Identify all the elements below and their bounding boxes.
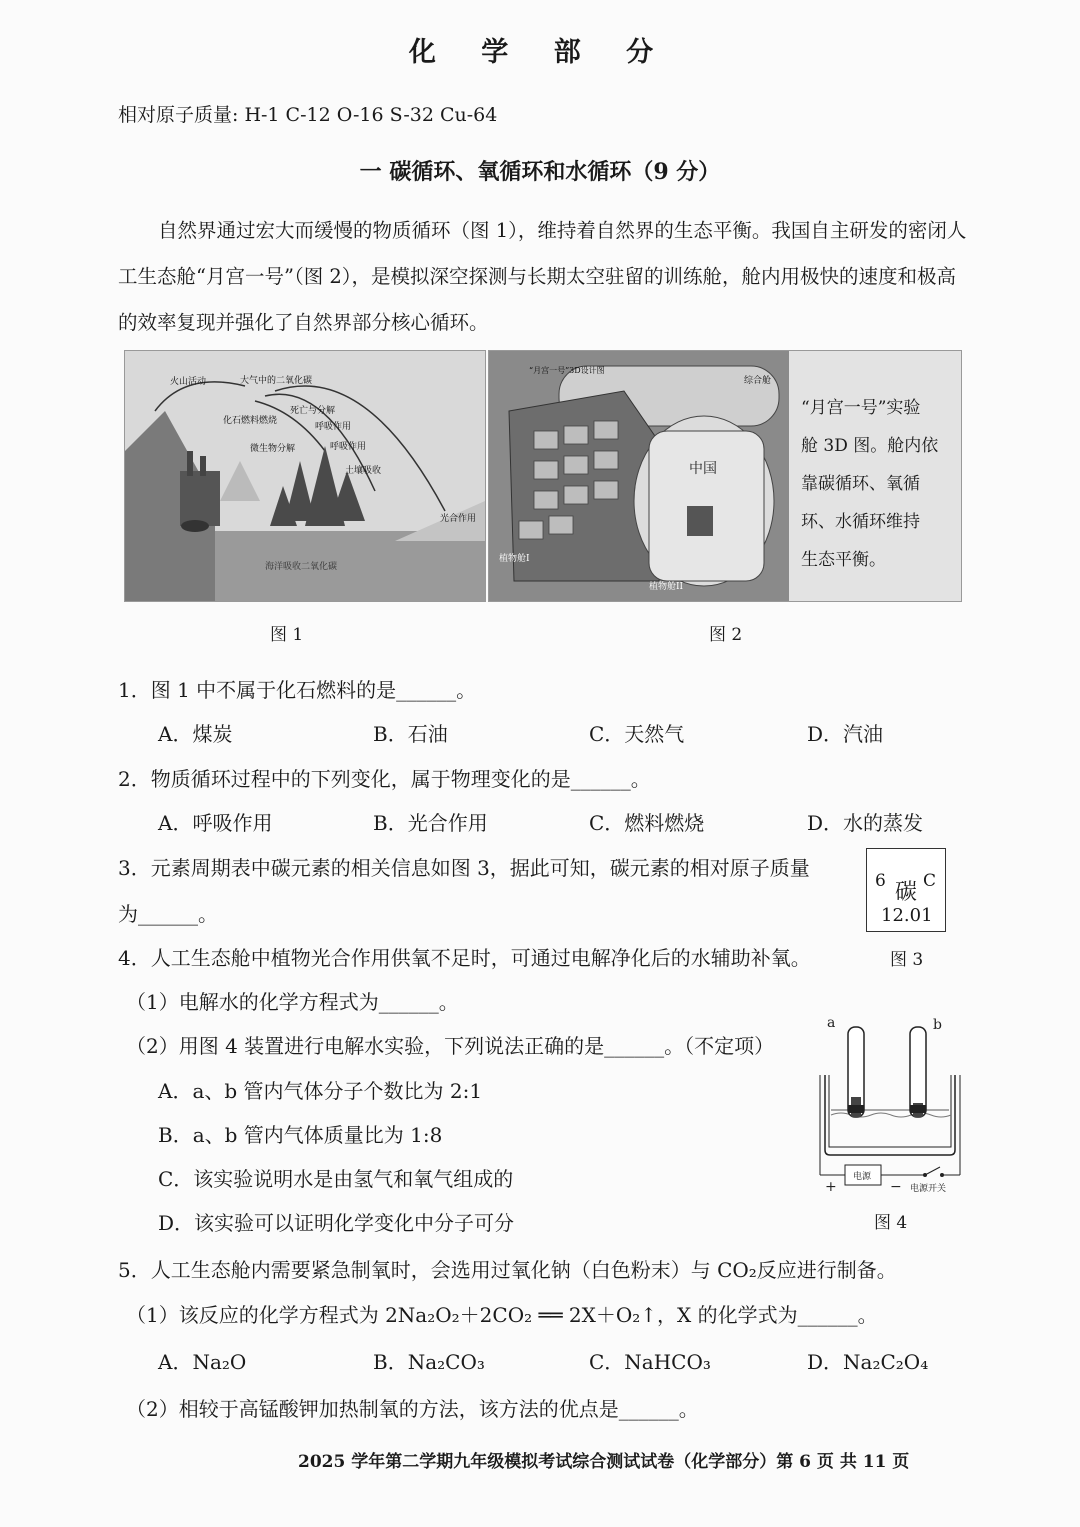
element-name: 碳 (895, 880, 918, 905)
fig4-switch: 电源开关 (910, 1184, 947, 1194)
fig4-label-a: a (827, 1015, 836, 1031)
figure-1-carbon-cycle (124, 350, 486, 602)
figure-2-lunar-palace (488, 350, 962, 602)
q4-stem: 4．人工生态舱中植物光合作用供氧不足时，可通过电解净化后的水辅助补氧。 (118, 946, 811, 970)
fig1-label-resp2: 呼吸作用 (330, 442, 367, 452)
q2-option-b: B．光合作用 (373, 811, 488, 835)
fig2-desc-3: 靠碳循环、氧循 (801, 474, 920, 494)
q4-option-a: A．a、b 管内气体分子个数比为 2:1 (158, 1079, 483, 1103)
q4-sub2: （2）用图 4 装置进行电解水实验，下列说法正确的是______。（不定项） (126, 1034, 775, 1058)
fig1-label-volcano: 火山活动 (170, 377, 207, 387)
fig4-plus: + (825, 1179, 837, 1195)
fig1-label-micro: 微生物分解 (250, 444, 296, 454)
fig2-label-module: 综合舱 (744, 376, 772, 386)
q5-option-a: A．Na₂O (158, 1350, 247, 1374)
fig2-desc-2: 舱 3D 图。舱内依 (801, 436, 939, 456)
q1-option-d: D．汽油 (807, 722, 884, 746)
q4-sub1: （1）电解水的化学方程式为______。 (126, 990, 459, 1014)
q5-stem: 5．人工生态舱内需要紧急制氧时，会选用过氧化钠（白色粉末）与 CO₂反应进行制备。 (118, 1258, 897, 1282)
fig2-label-top: “月宫一号”3D设计图 (529, 366, 605, 375)
element-atomic-mass: 12.01 (881, 905, 933, 926)
q1-option-c: C．天然气 (589, 722, 685, 746)
fig2-desc-5: 生态平衡。 (801, 550, 886, 570)
fig1-label-fossil: 化石燃料燃烧 (223, 416, 278, 426)
fig1-label-photo: 光合作用 (440, 514, 477, 524)
q1-option-a: A．煤炭 (158, 722, 233, 746)
q4-option-b: B．a、b 管内气体质量比为 1:8 (158, 1123, 443, 1147)
fig2-desc-1: “月宫一号”实验 (801, 398, 921, 418)
q2-option-c: C．燃料燃烧 (589, 811, 705, 835)
q2-option-a: A．呼吸作用 (158, 811, 273, 835)
page-title: 化 学 部 分 (408, 37, 672, 68)
figure-2-caption: 图 2 (709, 625, 743, 645)
lunar-palace-illustration (489, 351, 789, 601)
carbon-cycle-illustration (125, 351, 485, 601)
q4-option-c: C．该实验说明水是由氢气和氧气组成的 (158, 1167, 514, 1191)
fig1-label-atmo: 大气中的二氧化碳 (240, 376, 313, 386)
q1-stem: 1．图 1 中不属于化石燃料的是______。 (118, 678, 477, 702)
fig2-label-cab1: 植物舱I (499, 554, 530, 564)
figure-1-caption: 图 1 (270, 625, 304, 645)
intro-paragraph: 自然界通过宏大而缓慢的物质循环（图 1），维持着自然界的生态平衡。我国自主研发的密闭人工生态舱“月宫一号”（图 2），是模拟深空探测与长期太空驻留的训练舱，舱内用极快的速度和极高的效率复现并强化了自然界部分核心循环。 (118, 219, 967, 334)
element-symbol: C (923, 871, 937, 891)
fig1-label-ocean: 海洋吸收二氧化碳 (265, 562, 338, 572)
fig2-label-tag: 中国 (689, 461, 717, 477)
figure-3-caption: 图 3 (890, 950, 924, 970)
fig2-desc-4: 环、水循环维持 (801, 512, 920, 532)
q5-sub2: （2）相较于高锰酸钾加热制氧的方法，该方法的优点是______。 (126, 1397, 699, 1421)
figure-4-caption: 图 4 (874, 1213, 908, 1233)
page-footer: 2025 学年第二学期九年级模拟考试综合测试试卷（化学部分）第 6 页 共 11 页 (298, 1452, 910, 1472)
fig4-label-b: b (933, 1017, 942, 1033)
section-title: 一 碳循环、氧循环和水循环（9 分） (359, 159, 721, 185)
electrolysis-apparatus (815, 1015, 965, 1195)
q2-option-d: D．水的蒸发 (807, 811, 924, 835)
element-atomic-number: 6 (875, 871, 886, 891)
fig4-minus: − (890, 1179, 902, 1195)
q5-option-b: B．Na₂CO₃ (373, 1350, 485, 1374)
figure-4-electrolysis (815, 1015, 965, 1195)
fig1-label-resp1: 呼吸作用 (315, 422, 352, 432)
q5-option-d: D．Na₂C₂O₄ (807, 1350, 929, 1374)
q5-sub1: （1）该反应的化学方程式为 2Na₂O₂＋2CO₂ ══ 2X＋O₂↑，X 的化学式为______。 (126, 1303, 878, 1327)
q5-option-c: C．NaHCO₃ (589, 1350, 711, 1374)
q3-stem-line2: 为______。 (118, 902, 218, 926)
atomic-masses: 相对原子质量: H-1 C-12 O-16 S-32 Cu-64 (118, 104, 498, 126)
fig1-label-decomp: 死亡与分解 (290, 406, 336, 416)
fig2-label-cab2: 植物舱II (649, 582, 684, 592)
q2-stem: 2．物质循环过程中的下列变化，属于物理变化的是______。 (118, 767, 651, 791)
q1-option-b: B．石油 (373, 722, 448, 746)
q3-stem-line1: 3．元素周期表中碳元素的相关信息如图 3，据此可知，碳元素的相对原子质量 (118, 856, 810, 880)
fig4-power: 电源 (853, 1172, 872, 1182)
figure-3-element-card (866, 848, 946, 932)
q4-option-d: D．该实验可以证明化学变化中分子可分 (158, 1211, 515, 1235)
fig1-label-soil: 土壤吸收 (345, 466, 382, 476)
